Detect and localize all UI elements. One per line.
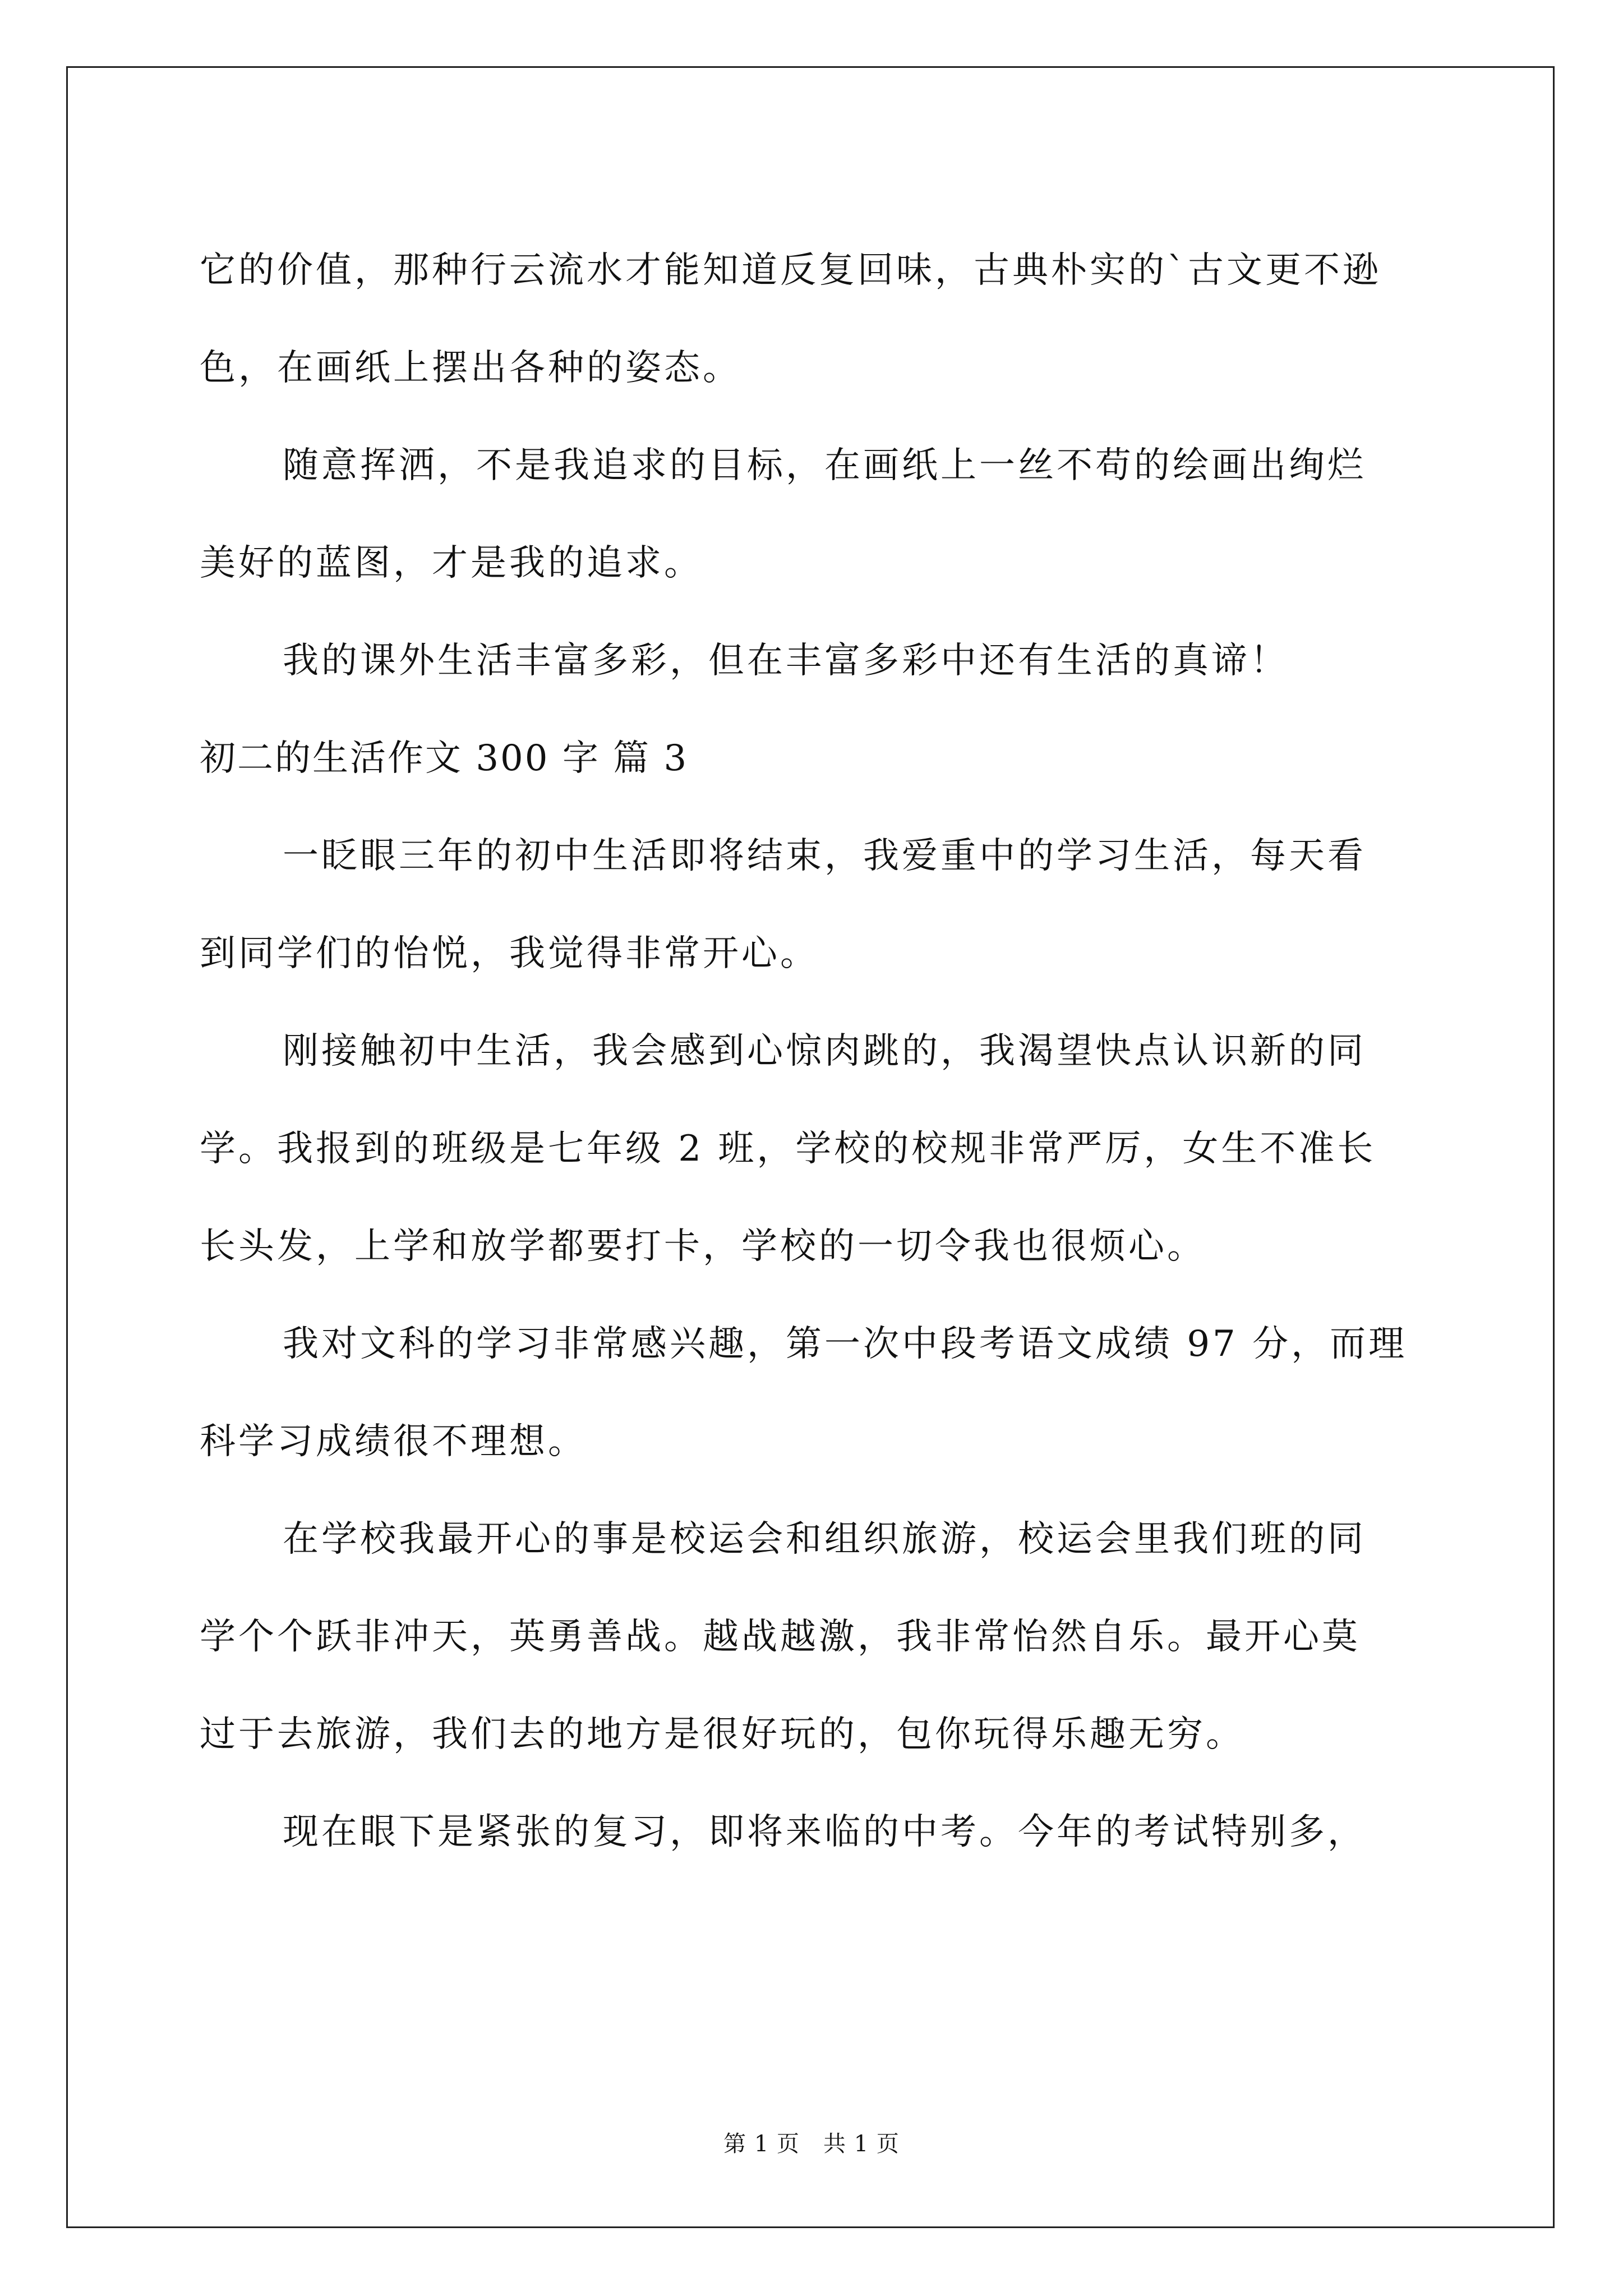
paragraph-line: 现在眼下是紧张的复习，即将来临的中考。今年的考试特别多， <box>283 1811 1366 1853</box>
paragraph-line: 美好的蓝图，才是我的追求。 <box>200 542 703 584</box>
paragraph-line: 我的课外生活丰富多彩，但在丰富多彩中还有生活的真谛！ <box>283 640 1289 682</box>
paragraph-line: 我对文科的学习非常感兴趣，第一次中段考语文成绩 97 分，而理 <box>283 1323 1408 1365</box>
page-number: 第 1 页 <box>723 2131 800 2157</box>
section-heading: 初二的生活作文 300 字 篇 3 <box>200 738 689 779</box>
paragraph-line: 一眨眼三年的初中生活即将结束，我爱重中的学习生活，每天看 <box>283 835 1366 877</box>
paragraph-line: 它的价值，那种行云流水才能知道反复回味，古典朴实的`古文更不逊 <box>200 250 1381 291</box>
paragraph-line: 到同学们的怡悦，我觉得非常开心。 <box>200 933 819 974</box>
paragraph-line: 学。我报到的班级是七年级 2 班，学校的校规非常严厉，女生不准长 <box>200 1128 1376 1170</box>
paragraph-line: 长头发，上学和放学都要打卡，学校的一切令我也很烦心。 <box>200 1226 1206 1267</box>
page-total: 共 1 页 <box>823 2131 900 2157</box>
paragraph-line: 过于去旅游，我们去的地方是很好玩的，包你玩得乐趣无穷。 <box>200 1714 1244 1755</box>
paragraph-line: 在学校我最开心的事是校运会和组织旅游，校运会里我们班的同 <box>283 1519 1366 1560</box>
page-footer <box>0 2126 1623 2158</box>
paragraph-line: 学个个跃非冲天，英勇善战。越战越激，我非常怡然自乐。最开心莫 <box>200 1616 1361 1658</box>
paragraph-line: 刚接触初中生活，我会感到心惊肉跳的，我渴望快点认识新的同 <box>283 1030 1366 1072</box>
paragraph-line: 科学习成绩很不理想。 <box>200 1421 587 1462</box>
document-body <box>200 222 1422 1881</box>
paragraph-line: 随意挥洒，不是我追求的目标，在画纸上一丝不苟的绘画出绚烂 <box>283 445 1366 486</box>
paragraph-line: 色，在画纸上摆出各种的姿态。 <box>200 347 741 389</box>
